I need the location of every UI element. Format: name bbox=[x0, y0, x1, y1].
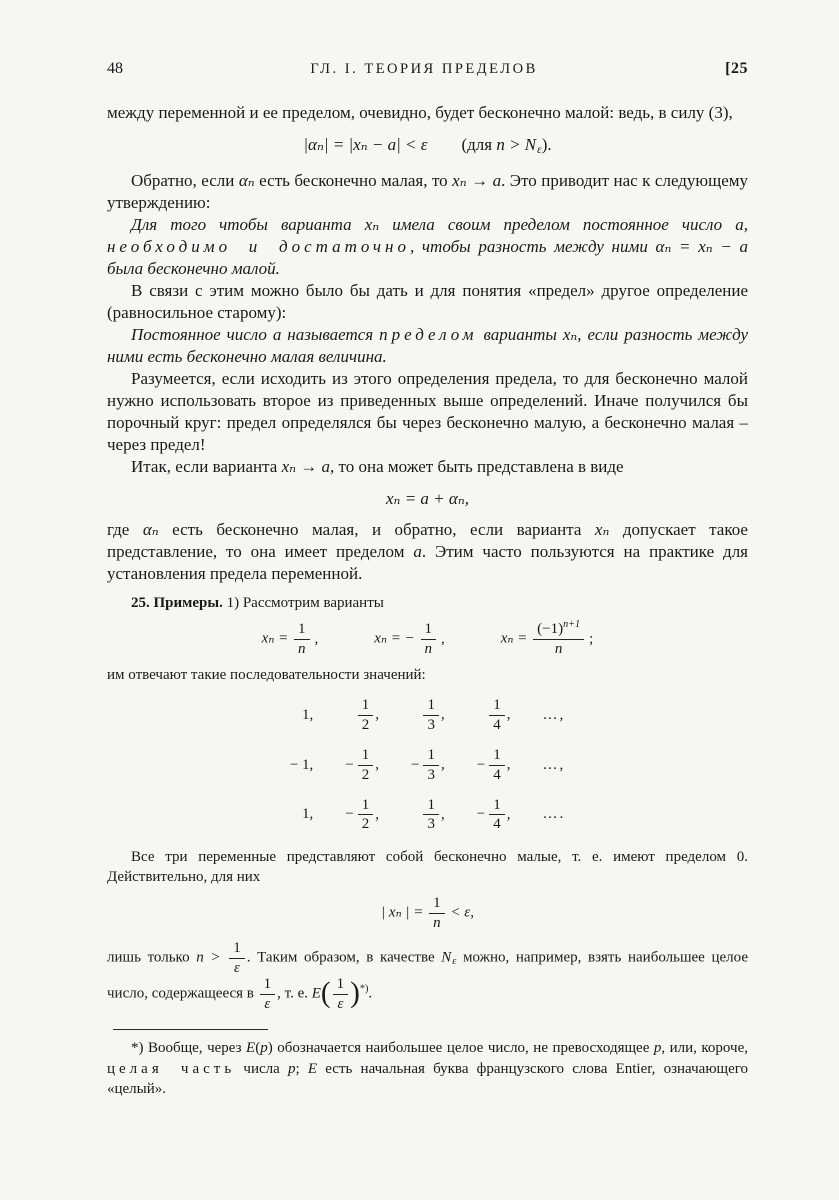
text-run: xₙ = a + αₙ, bbox=[386, 488, 469, 508]
footnote-text bbox=[107, 1038, 748, 1100]
footnote-marker: *) bbox=[359, 984, 369, 996]
formula-xn-representation bbox=[107, 488, 748, 510]
para-converse bbox=[107, 170, 748, 214]
fraction bbox=[423, 797, 439, 834]
numerator: 1 bbox=[429, 895, 445, 914]
fraction bbox=[229, 940, 245, 977]
text-run: p bbox=[260, 1040, 268, 1057]
denominator: 3 bbox=[427, 816, 435, 833]
sequence-item: …, bbox=[542, 756, 566, 773]
text-run: xₙ bbox=[594, 519, 610, 539]
text-run: ). bbox=[541, 135, 552, 154]
denominator: 2 bbox=[361, 766, 370, 783]
left-paren: ( bbox=[320, 977, 331, 1010]
text-run: где bbox=[107, 519, 143, 539]
fraction bbox=[294, 621, 310, 658]
fraction bbox=[489, 747, 505, 784]
fraction bbox=[533, 618, 584, 658]
denominator: n bbox=[424, 640, 433, 657]
denominator: n bbox=[554, 640, 563, 657]
text-run: есть бесконечно малая, то bbox=[254, 170, 453, 190]
para-definition-intro bbox=[107, 280, 748, 324]
sequence-item: − $\frac{1}{4}$ , bbox=[476, 747, 511, 783]
formula-variants bbox=[107, 618, 748, 658]
exponent: n+1 bbox=[563, 618, 581, 630]
sequence-item: − $\frac{1}{3}$ , bbox=[411, 747, 445, 783]
numerator: 1 bbox=[260, 976, 276, 995]
sequence-item: $\frac{1}{4}$ , bbox=[485, 697, 510, 734]
numerator: 1 bbox=[358, 747, 374, 766]
text-run: (для bbox=[461, 135, 497, 154]
text-run: ) обозначается наибольшее целое число, не превосходящее bbox=[267, 1040, 654, 1057]
right-paren: ) bbox=[350, 977, 360, 1010]
para-definition bbox=[107, 324, 748, 368]
text-run: αₙ bbox=[238, 170, 255, 190]
text-run: пределом bbox=[379, 324, 478, 344]
numerator: 1 bbox=[489, 797, 505, 816]
numerator: 1 bbox=[423, 697, 439, 716]
text-run: Разумеется, если исходить из этого определения предела, то для бесконечно малой нужно использовать второе из приведенных выше определений. Иначе получился бы порочный круг: предел определялся бы через бесконечно малую, а бесконечно малая – через предел! bbox=[107, 368, 748, 454]
text-run: ε bbox=[537, 142, 542, 156]
text-run: *) Вообще, через bbox=[131, 1040, 247, 1057]
text-run: Итак, если варианта bbox=[131, 456, 282, 476]
sequence-item: − 1, bbox=[289, 756, 314, 773]
sequence-item: − $\frac{1}{2}$ , bbox=[345, 747, 379, 783]
footnote-rule bbox=[113, 1029, 268, 1030]
para-sequences-intro bbox=[107, 665, 748, 685]
denominator: 3 bbox=[427, 717, 435, 734]
page-content bbox=[107, 60, 748, 1100]
fraction bbox=[260, 976, 276, 1013]
denominator: n bbox=[298, 640, 306, 657]
sequence-grid bbox=[107, 697, 748, 833]
fraction bbox=[333, 976, 349, 1013]
sequence-item: − $\frac{1}{4}$ , bbox=[476, 796, 511, 833]
text-run: p bbox=[288, 1060, 296, 1077]
text-run: есть начальная буква французского слова Entier, означающего «целый». bbox=[107, 1060, 749, 1098]
footnote bbox=[107, 1038, 748, 1100]
para-infinitesimal bbox=[107, 847, 748, 887]
text-run: им отвечают такие последовательности значений: bbox=[107, 667, 426, 684]
numerator: 1 bbox=[294, 621, 310, 640]
text-run: Для того чтобы варианта xₙ имела своим пределом постоянное число a, bbox=[131, 214, 748, 234]
text-run: αₙ bbox=[142, 519, 159, 539]
denominator: ε bbox=[234, 959, 240, 976]
para-theorem bbox=[107, 214, 748, 280]
numerator: 1 bbox=[358, 797, 374, 816]
text-run: варианты xₙ, если разность между ними есть бесконечно малая величина. bbox=[107, 324, 748, 366]
fraction bbox=[358, 797, 374, 834]
variant-formula: xₙ = $\frac{(-1)^{n+1}}{n}$ ; bbox=[500, 618, 594, 657]
text-run: есть бесконечно малая, и обратно, если варианта bbox=[158, 519, 595, 539]
text-run: В связи с этим можно было бы дать и для понятия «предел» другое определение (равносильное старому): bbox=[107, 280, 748, 322]
para-epsilon-choice: лишь только n > $\frac{1}{\varepsilon}$ . Таким образом, в качестве $N_\varepsilon$ можно, например, взять наибольшее целое число, содержащееся в $\frac{1}{\varepsilon}$ , т. е. E( $\frac{1}{\varepsilon}$ )*). bbox=[107, 939, 748, 1013]
text-run: ; bbox=[295, 1060, 308, 1077]
denominator: 2 bbox=[361, 816, 370, 833]
text-run: n > N bbox=[496, 135, 537, 154]
text-run: |αₙ| = |xₙ − a| < ε bbox=[303, 135, 428, 154]
denominator: 4 bbox=[493, 717, 501, 734]
text-run: допускает такое представление, то она имеет пределом bbox=[107, 519, 748, 561]
text-run: Все три переменные представляют собой бесконечно малые, т. е. имеют пределом 0. Действительно, для них bbox=[107, 849, 748, 886]
numerator: 1 bbox=[229, 940, 245, 959]
sequence-item: $\frac{1}{2}$ , bbox=[354, 697, 379, 734]
text-run: ( bbox=[255, 1040, 261, 1057]
numerator: 1 bbox=[489, 697, 505, 716]
fraction bbox=[421, 621, 437, 658]
fraction bbox=[489, 797, 505, 834]
para-representation bbox=[107, 519, 748, 585]
text-run: E bbox=[246, 1040, 256, 1057]
page-number: 48 bbox=[107, 60, 123, 77]
sequence-item: $\frac{1}{3}$ , bbox=[419, 797, 444, 834]
numerator: 1 bbox=[489, 747, 505, 766]
variant-formula: xₙ = $\frac{1}{n}$ , bbox=[261, 620, 319, 657]
text-run: необходимо и достаточно bbox=[107, 236, 410, 256]
sequence-item: 1, bbox=[302, 806, 314, 823]
text-run: a bbox=[413, 541, 422, 561]
para-continuation bbox=[107, 102, 748, 124]
text-run: p bbox=[653, 1040, 662, 1057]
examples-section bbox=[107, 593, 748, 1013]
fraction bbox=[358, 697, 374, 734]
denominator: 4 bbox=[493, 766, 501, 783]
examples-heading bbox=[107, 593, 748, 613]
fraction bbox=[429, 895, 445, 932]
denominator: n bbox=[433, 915, 441, 932]
denominator: ε bbox=[264, 996, 271, 1013]
text-run: . Это приводит нас к следующему утверждению: bbox=[107, 170, 749, 212]
sequence-item: …, bbox=[542, 707, 566, 724]
numerator: 1 bbox=[358, 697, 374, 716]
fraction bbox=[423, 697, 439, 734]
page-header bbox=[107, 60, 748, 78]
text-run: 1) Рассмотрим варианты bbox=[222, 594, 384, 611]
section-marker: [25 bbox=[725, 60, 748, 77]
text-run: xₙ → a bbox=[452, 170, 502, 190]
denominator: ε bbox=[337, 996, 344, 1013]
fraction bbox=[423, 747, 439, 784]
text-run: 25. Примеры. bbox=[131, 594, 223, 611]
denominator: 2 bbox=[361, 717, 370, 734]
text-run: E bbox=[307, 1060, 318, 1077]
text-run: Обратно, если bbox=[131, 170, 239, 190]
fraction bbox=[489, 697, 505, 734]
sequence-item: …. bbox=[542, 806, 566, 823]
variant-formula: xₙ = − $\frac{1}{n}$ , bbox=[374, 620, 445, 657]
fraction bbox=[358, 747, 374, 784]
denominator: 3 bbox=[427, 766, 435, 783]
text-run: целая часть bbox=[107, 1060, 236, 1077]
sequence-item: − $\frac{1}{2}$ , bbox=[345, 796, 379, 833]
formula-abs-xn: | xₙ | = $\frac{1}{n}$ < ε, bbox=[381, 895, 474, 932]
text-run: Постоянное число a называется bbox=[131, 324, 380, 344]
numerator: $(-1)^{n+1}$ bbox=[533, 621, 584, 640]
sequence-item: $\frac{1}{3}$ , bbox=[419, 697, 444, 734]
para-remark bbox=[107, 368, 748, 456]
numerator: 1 bbox=[423, 797, 439, 816]
text-run: xₙ → a bbox=[281, 456, 331, 476]
numerator: 1 bbox=[421, 621, 437, 640]
text-run: числа bbox=[235, 1060, 288, 1077]
para-representation-intro bbox=[107, 456, 748, 478]
text-run: , или, короче, bbox=[661, 1040, 748, 1057]
sequence-item: 1, bbox=[302, 707, 314, 724]
running-title: ГЛ. I. ТЕОРИЯ ПРЕДЕЛОВ bbox=[310, 61, 538, 77]
text-run: , чтобы разность между ними αₙ = xₙ − a была бесконечно малой. bbox=[107, 236, 748, 278]
text-run: , то она может быть представлена в виде bbox=[330, 456, 624, 476]
numerator: 1 bbox=[333, 976, 349, 995]
denominator: 4 bbox=[493, 816, 501, 833]
text-run: . Этим часто пользуются на практике для установления предела переменной. bbox=[107, 541, 749, 583]
numerator: 1 bbox=[423, 747, 439, 766]
text-run: между переменной и ее пределом, очевидно, будет бесконечно малой: ведь, в силу (3), bbox=[107, 103, 733, 122]
formula-epsilon-bound bbox=[107, 134, 748, 161]
